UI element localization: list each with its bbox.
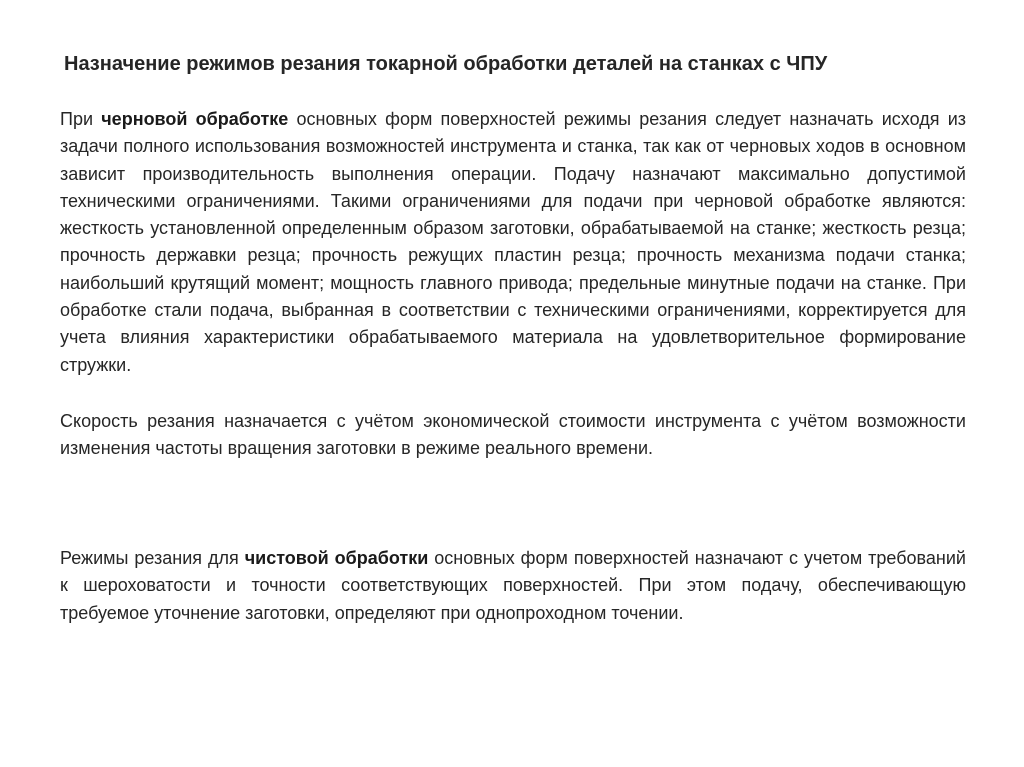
rough-machining-term: черновой обработке [101, 109, 289, 129]
cutting-speed-paragraph: Скорость резания назначается с учётом экономической стоимости инструмента с учётом возможности изменения частоты вращения заготовки в режиме реального времени. [60, 411, 966, 459]
slide-title: Назначение режимов резания токарной обработки деталей на станках с ЧПУ [64, 53, 828, 75]
finish-machining-paragraph [60, 545, 966, 627]
finish-text-rest: основных форм поверхностей назначают с учетом требований к шероховатости и точности соответствующих поверхностей. При этом подачу, обеспечивающую требуемое уточнение заготовки, определяют при однопроходном точении. [60, 548, 966, 623]
finish-machining-term: чистовой обработки [244, 548, 429, 568]
rough-text-rest: основных форм поверхностей режимы резания следует назначать исходя из задачи полного использования возможностей инструмента и станка, так как от черновых ходов в основном зависит производительность выполнения операции. Подачу назначают максимально допустимой техническими ограничениями. Такими ограничениями для подачи при черновой обработке являются: жесткость установленной определенным образом заготовки, обрабатываемой на станке; жесткость резца; прочность державки резца; прочность режущих пластин резца; прочность механизма подачи станка; наибольший крутящий момент; мощность главного привода; предельные минутные подачи на станке. При обработке стали подача, выбранная в соответствии с техническими ограничениями, корректируется для учета влияния характеристики обрабатываемого материала на удовлетворительное формирование стружки. [60, 109, 966, 375]
finish-text-start: Режимы резания для [60, 548, 245, 568]
rough-machining-paragraph [60, 106, 966, 379]
rough-text-start: При [60, 109, 102, 129]
